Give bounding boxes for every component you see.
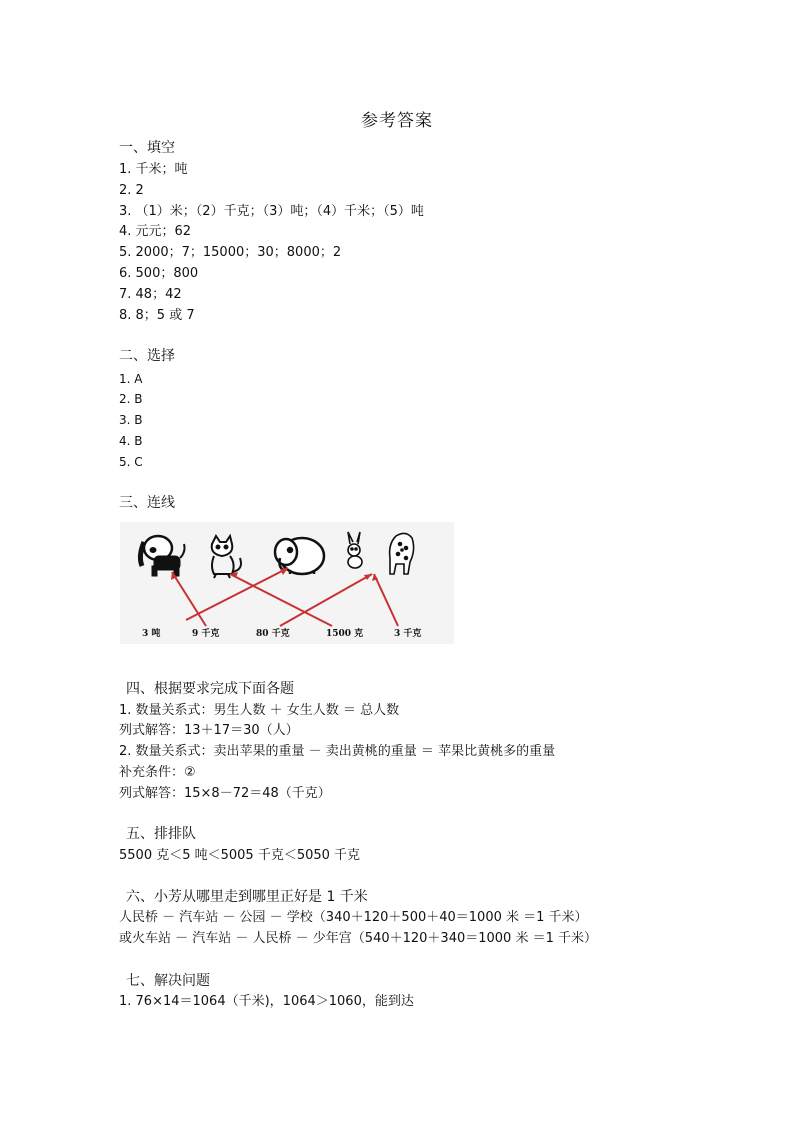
section-heading-ordering: 五、排排队 (126, 826, 196, 842)
page-title: 参考答案 (361, 111, 433, 131)
answer-line: 4. B (119, 434, 143, 448)
answer-line: 4. 元元；62 (119, 224, 192, 239)
answer-line: 或火车站 － 汽车站 － 人民桥 － 少年宫（540＋120＋340＝1000 米 ＝1 千米） (119, 931, 597, 946)
answer-line: 5. C (119, 455, 143, 469)
matching-lines (172, 568, 398, 626)
section-heading-choice: 二、选择 (119, 348, 175, 364)
answer-line: 7. 48；42 (119, 287, 182, 302)
answer-line: 8. 8；5 或 7 (119, 308, 195, 323)
section-heading-matching: 三、连线 (119, 495, 175, 511)
section-heading-route: 六、小芳从哪里走到哪里正好是 1 千米 (126, 889, 368, 905)
dog-icon (140, 536, 184, 576)
weight-label: 3 吨 (142, 629, 161, 639)
weight-label: 80 千克 (256, 629, 290, 639)
answer-line: 1. 数量关系式：男生人数 ＋ 女生人数 ＝ 总人数 (119, 703, 400, 718)
leopard-icon (390, 533, 414, 574)
weight-label: 1500 克 (326, 629, 364, 639)
answer-line: 2. 2 (119, 183, 144, 198)
section-heading-fill-blank: 一、填空 (119, 140, 175, 156)
answer-line: 1. A (119, 372, 143, 386)
answer-line: 3. B (119, 413, 143, 427)
section-heading-word-problems: 四、根据要求完成下面各题 (126, 681, 294, 697)
matching-figure (120, 522, 454, 644)
answer-line: 1. 76×14＝1064（千米)，1064＞1060，能到达 (119, 994, 414, 1009)
answer-line: 2. B (119, 392, 143, 406)
answer-line: 列式解答：13＋17＝30（人） (119, 723, 299, 738)
answer-line: 1. 千米；吨 (119, 162, 188, 177)
match-line (230, 574, 332, 626)
answer-line: 3. （1）米；（2）千克；（3）吨；（4）千米；（5）吨 (119, 204, 424, 219)
matching-diagram (120, 522, 454, 644)
rabbit-icon (348, 532, 362, 568)
elephant-icon (275, 538, 324, 574)
answer-line: 人民桥 － 汽车站 － 公园 － 学校（340＋120＋500＋40＝1000 米 ＝1 千米） (119, 910, 588, 925)
weight-label: 9 千克 (192, 629, 220, 639)
section-heading-solve: 七、解决问题 (126, 973, 210, 989)
answer-line: 5500 克＜5 吨＜5005 千克＜5050 千克 (119, 848, 361, 863)
answer-line: 5. 2000；7；15000；30；8000；2 (119, 245, 342, 260)
match-line (374, 574, 398, 626)
match-line (280, 574, 372, 626)
cat-icon (212, 536, 241, 578)
weight-label: 3 千克 (394, 629, 422, 639)
answer-line: 2. 数量关系式：卖出苹果的重量 － 卖出黄桃的重量 ＝ 苹果比黄桃多的重量 (119, 744, 556, 759)
answer-line: 列式解答：15×8－72＝48（千克） (119, 786, 331, 801)
answer-line: 6. 500；800 (119, 266, 199, 281)
match-line (186, 568, 288, 620)
answer-line: 补充条件：② (119, 765, 196, 780)
